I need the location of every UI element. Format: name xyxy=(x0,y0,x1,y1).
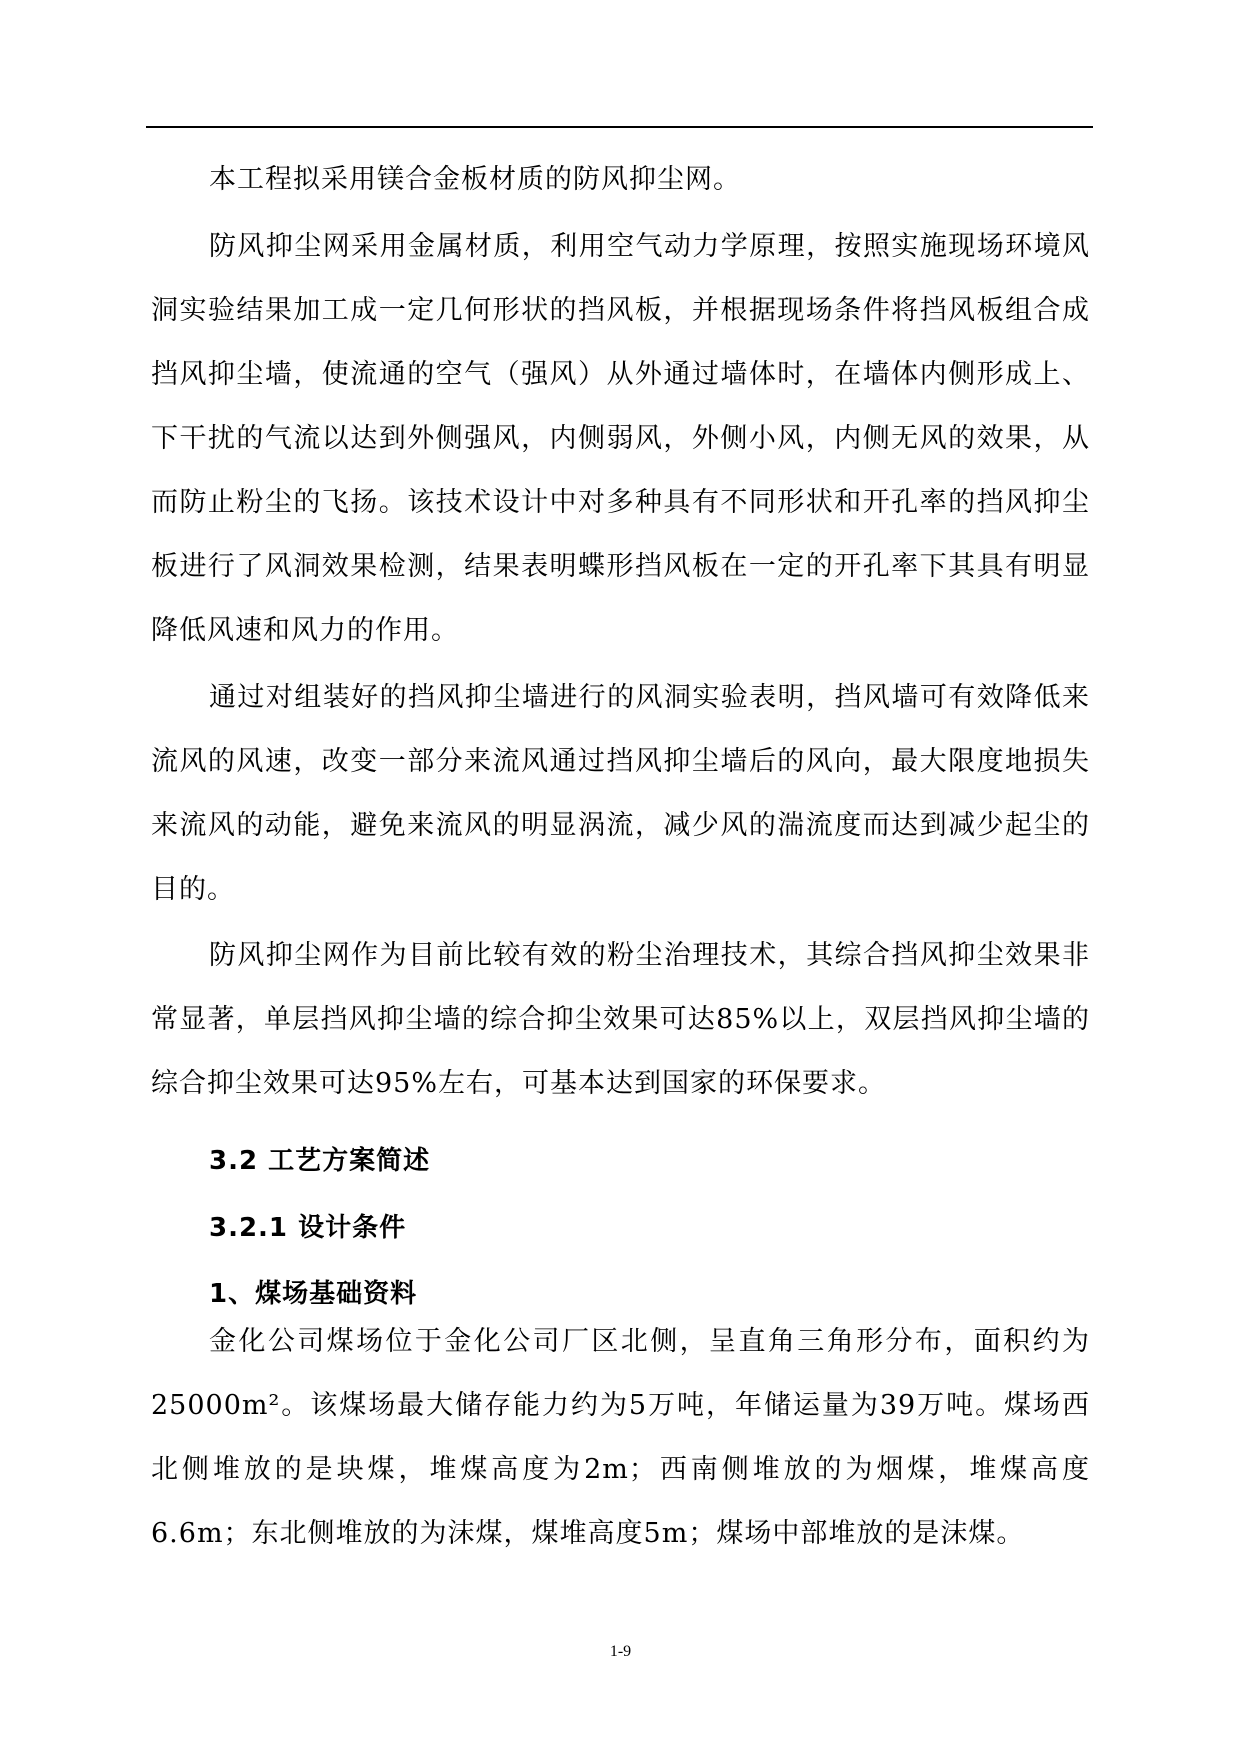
paragraph-effect: 防风抑尘网作为目前比较有效的粉尘治理技术，其综合挡风抑尘效果非常显著，单层挡风抑尘墙的综合抑尘效果可达85%以上，双层挡风抑尘墙的综合抑尘效果可达95%左右，可基本达到国家的环保要求。 xyxy=(151,940,1090,1099)
paragraph-wind-tunnel: 通过对组装好的挡风抑尘墙进行的风洞实验表明，挡风墙可有效降低来流风的风速，改变一部分来流风通过挡风抑尘墙后的风向，最大限度地损失来流风的动能，避免来流风的明显涡流，减少风的湍流度而达到减少起尘的目的。 xyxy=(151,682,1090,905)
section-heading-3-2: 3.2 工艺方案简述 xyxy=(209,1146,431,1176)
paragraph-material: 本工程拟采用镁合金板材质的防风抑尘网。 xyxy=(209,164,741,195)
subheading-coal-yard: 1、煤场基础资料 xyxy=(209,1279,418,1309)
header-rule xyxy=(146,126,1093,128)
paragraph-coal-yard: 金化公司煤场位于金化公司厂区北侧，呈直角三角形分布，面积约为25000m²。该煤场最大储存能力约为5万吨，年储运量为39万吨。煤场西北侧堆放的是块煤，堆煤高度为2m；西南侧堆放的为烟煤，堆煤高度6.6m；东北侧堆放的为沫煤，煤堆高度5m；煤场中部堆放的是沫煤。 xyxy=(151,1326,1090,1549)
section-heading-3-2-1: 3.2.1 设计条件 xyxy=(209,1213,407,1243)
page-number: 1-9 xyxy=(609,1643,632,1660)
paragraph-principle: 防风抑尘网采用金属材质，利用空气动力学原理，按照实施现场环境风洞实验结果加工成一定几何形状的挡风板，并根据现场条件将挡风板组合成挡风抑尘墙，使流通的空气（强风）从外通过墙体时，在墙体内侧形成上、下干扰的气流以达到外侧强风，内侧弱风，外侧小风，内侧无风的效果，从而防止粉尘的飞扬。该技术设计中对多种具有不同形状和开孔率的挡风抑尘板进行了风洞效果检测，结果表明蝶形挡风板在一定的开孔率下其具有明显降低风速和风力的作用。 xyxy=(151,231,1090,646)
